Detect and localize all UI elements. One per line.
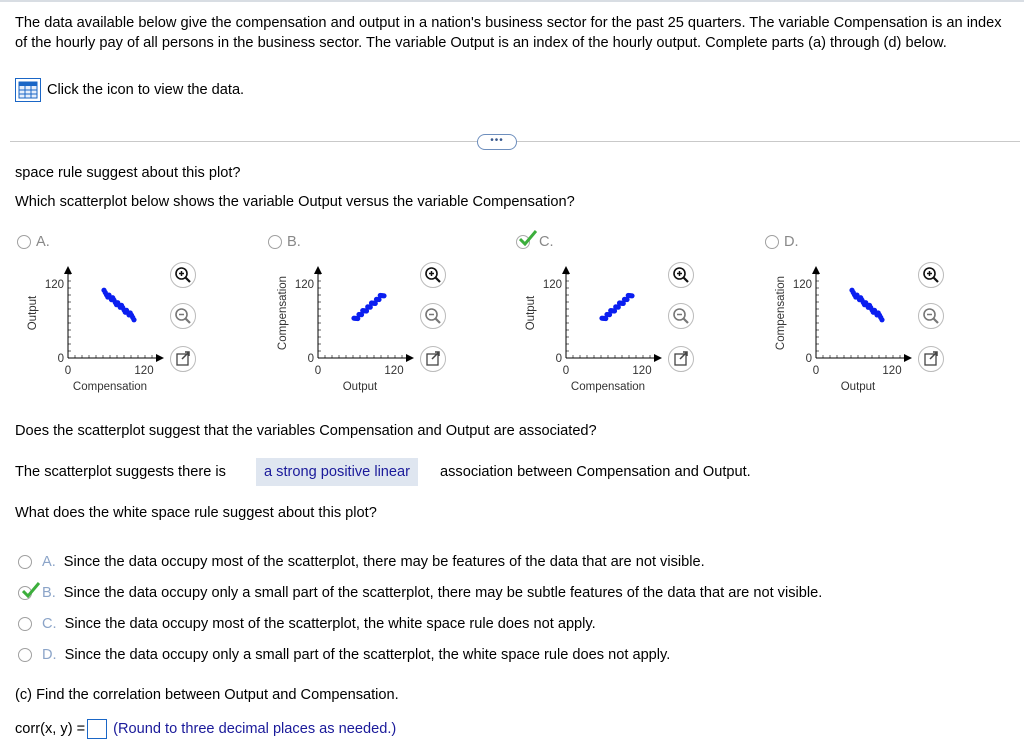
x-axis-arrow xyxy=(406,354,414,362)
y-tick-label-top: 120 xyxy=(792,279,812,291)
y-tick-label-top: 120 xyxy=(294,279,314,291)
option-c-letter: C. xyxy=(539,234,554,250)
intro-text: The data available below give the compensation and output in a nation's business sector for the past 25 quarters. The variable Compensation is an index of the hourly pay of all persons in the business sector. The variable Output is an index of the hourly output. Complete parts (a) through (d) below. xyxy=(15,15,1002,51)
option-c[interactable] xyxy=(516,234,554,250)
mc-option-b[interactable] xyxy=(18,584,822,602)
scatterplot-c xyxy=(518,258,718,398)
truncated-question: space rule suggest about this plot? xyxy=(15,165,241,181)
association-question: Does the scatterplot suggest that the variables Compensation and Output are associated? xyxy=(15,423,597,439)
data-point xyxy=(131,317,136,322)
y-tick-label-top: 120 xyxy=(44,279,64,291)
mc-radio-c[interactable] xyxy=(18,617,32,631)
y-axis-arrow xyxy=(314,266,322,274)
mc-letter-a: A. xyxy=(42,554,56,570)
y-tick-label-bottom: 0 xyxy=(307,353,314,365)
option-d[interactable] xyxy=(765,234,799,250)
assoc-prefix: The scatterplot suggests there is xyxy=(15,464,226,480)
mc-letter-c: C. xyxy=(42,616,57,632)
x-axis-arrow xyxy=(904,354,912,362)
y-axis-label: Compensation xyxy=(775,275,787,351)
x-tick-label-right: 120 xyxy=(134,365,154,377)
mc-option-c[interactable] xyxy=(18,615,596,633)
mc-radio-b[interactable] xyxy=(18,586,32,600)
x-tick-label-left: 0 xyxy=(64,365,72,377)
x-tick-label-left: 0 xyxy=(812,365,820,377)
expand-icon[interactable] xyxy=(668,346,694,372)
data-point xyxy=(381,293,386,298)
mc-text-c: Since the data occupy most of the scatterplot, the white space rule does not apply. xyxy=(64,616,596,632)
mc-text-d: Since the data occupy only a small part of the scatterplot, the white space rule does not apply. xyxy=(64,647,671,663)
scatterplot-b xyxy=(270,258,470,398)
option-b[interactable] xyxy=(268,234,301,250)
x-axis-arrow xyxy=(156,354,164,362)
x-tick-label-right: 120 xyxy=(632,365,652,377)
x-tick-label-right: 120 xyxy=(384,365,404,377)
radio-option-a[interactable] xyxy=(17,235,31,249)
y-axis-label: Output xyxy=(525,295,537,331)
y-tick-label-top: 120 xyxy=(542,279,562,291)
zoom-in-icon[interactable] xyxy=(918,262,944,288)
zoom-in-icon[interactable] xyxy=(668,262,694,288)
checkmark-icon xyxy=(519,230,537,246)
mc-letter-b: B. xyxy=(42,585,56,601)
y-axis-label: Compensation xyxy=(277,275,289,351)
zoom-out-icon[interactable] xyxy=(420,303,446,329)
scatter-question: Which scatterplot below shows the variable Output versus the variable Compensation? xyxy=(15,194,575,210)
mc-radio-d[interactable] xyxy=(18,648,32,662)
data-link-text[interactable]: Click the icon to view the data. xyxy=(47,82,245,98)
y-tick-label-bottom: 0 xyxy=(555,353,562,365)
mc-option-a[interactable] xyxy=(18,553,705,571)
mc-text-a: Since the data occupy most of the scatterplot, there may be features of the data that are not visible. xyxy=(63,554,705,570)
corr-input[interactable] xyxy=(87,719,107,739)
mc-radio-a[interactable] xyxy=(18,555,32,569)
radio-option-b[interactable] xyxy=(268,235,282,249)
top-divider xyxy=(0,0,1024,2)
x-tick-label-right: 120 xyxy=(882,365,902,377)
zoom-out-icon[interactable] xyxy=(170,303,196,329)
expand-icon[interactable] xyxy=(170,346,196,372)
assoc-suffix: association between Compensation and Output. xyxy=(440,464,751,480)
option-a-letter: A. xyxy=(36,234,50,250)
y-axis-arrow xyxy=(562,266,570,274)
data-point xyxy=(879,317,884,322)
expand-icon[interactable] xyxy=(918,346,944,372)
y-axis-label: Output xyxy=(27,295,39,331)
corr-row xyxy=(15,719,396,739)
x-axis-label: Output xyxy=(840,381,876,393)
scatterplot-a xyxy=(20,258,220,398)
y-axis-arrow xyxy=(812,266,820,274)
mc-checkmark-icon xyxy=(22,582,40,598)
corr-label: corr(x, y) = xyxy=(15,721,86,737)
option-a[interactable] xyxy=(17,234,50,250)
option-d-letter: D. xyxy=(784,234,799,250)
y-axis-arrow xyxy=(64,266,72,274)
zoom-out-icon[interactable] xyxy=(918,303,944,329)
mc-option-d[interactable] xyxy=(18,646,670,664)
radio-option-d[interactable] xyxy=(765,235,779,249)
y-tick-label-bottom: 0 xyxy=(57,353,64,365)
data-point xyxy=(629,293,634,298)
corr-hint: (Round to three decimal places as needed.) xyxy=(113,721,397,737)
x-axis-label: Output xyxy=(342,381,378,393)
mc-text-b: Since the data occupy only a small part of the scatterplot, there may be subtle features of the data that are not visible. xyxy=(63,585,823,601)
zoom-out-icon[interactable] xyxy=(668,303,694,329)
x-tick-label-left: 0 xyxy=(562,365,570,377)
x-axis-label: Compensation xyxy=(72,381,148,393)
option-b-letter: B. xyxy=(287,234,301,250)
zoom-in-icon[interactable] xyxy=(170,262,196,288)
axes xyxy=(816,270,908,358)
axes xyxy=(68,270,160,358)
expand-more-button[interactable]: ••• xyxy=(477,134,517,150)
expand-icon[interactable] xyxy=(420,346,446,372)
x-tick-label-left: 0 xyxy=(314,365,322,377)
x-axis-arrow xyxy=(654,354,662,362)
data-link-row[interactable] xyxy=(15,78,244,102)
data-table-icon[interactable] xyxy=(15,78,41,102)
assoc-answer-dropdown[interactable]: a strong positive linear xyxy=(256,458,418,486)
whitespace-question: What does the white space rule suggest about this plot? xyxy=(15,505,377,521)
y-tick-label-bottom: 0 xyxy=(805,353,812,365)
zoom-in-icon[interactable] xyxy=(420,262,446,288)
part-c-title: (c) Find the correlation between Output and Compensation. xyxy=(15,687,399,703)
radio-option-c[interactable] xyxy=(516,235,530,249)
scatterplot-d xyxy=(768,258,968,398)
x-axis-label: Compensation xyxy=(570,381,646,393)
mc-letter-d: D. xyxy=(42,647,57,663)
